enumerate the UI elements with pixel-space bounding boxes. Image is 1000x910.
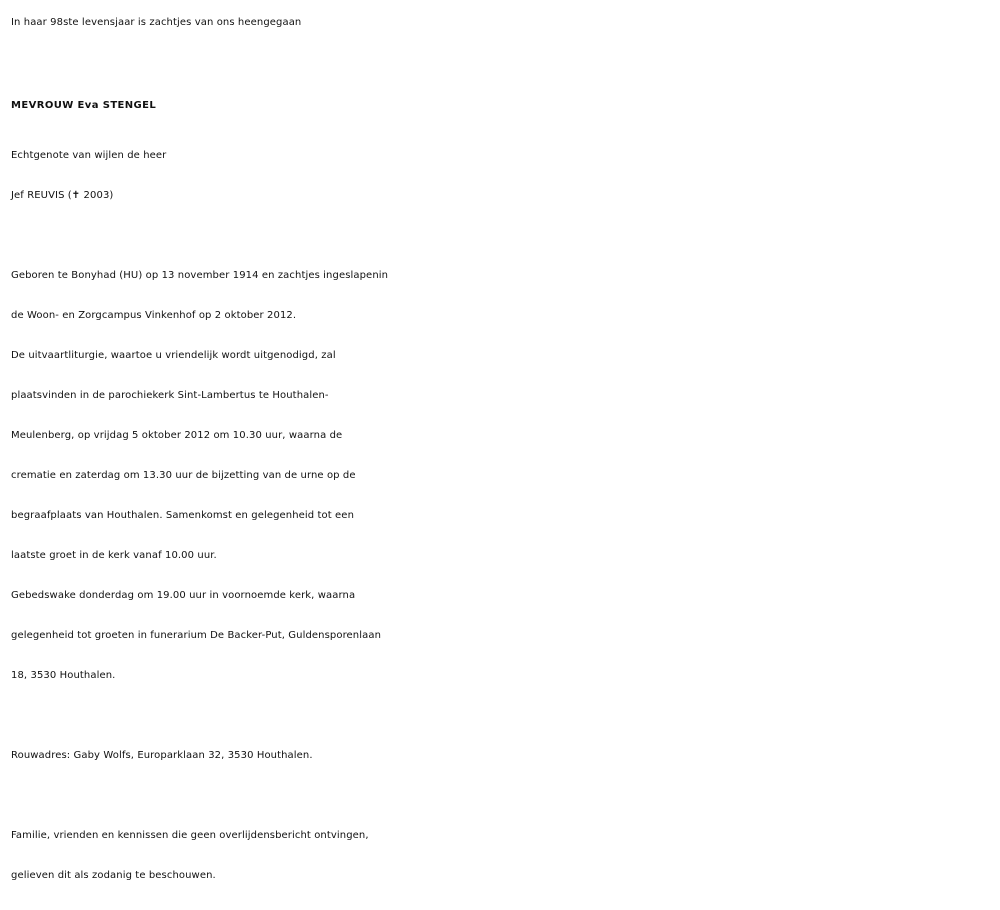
spouse-block (11, 136, 991, 216)
body-line: Geboren te Bonyhad (HU) op 13 november 1914 en zachtjes ingeslapenin (11, 270, 389, 281)
notice-body (11, 256, 991, 696)
spouse-line: Echtgenote van wijlen de heer (11, 150, 167, 161)
mourning-address: Rouwadres: Gaby Wolfs, Europarklaan 32, 3530 Houthalen. (11, 750, 313, 761)
body-line: Gebedswake donderdag om 19.00 uur in voornoemde kerk, waarna (11, 590, 356, 601)
body-line: de Woon- en Zorgcampus Vinkenhof op 2 oktober 2012. (11, 310, 297, 321)
closing-block (11, 816, 991, 896)
body-line: De uitvaartliturgie, waartoe u vriendelijk wordt uitgenodigd, zal (11, 350, 336, 361)
closing-line: gelieven dit als zodanig te beschouwen. (11, 870, 216, 881)
body-line: 18, 3530 Houthalen. (11, 670, 116, 681)
body-line: gelegenheid tot groeten in funerarium De Backer-Put, Guldensporenlaan (11, 630, 382, 641)
intro-text: In haar 98ste levensjaar is zachtjes van ons heengegaan (11, 17, 302, 28)
deceased-name: MEVROUW Eva STENGEL (11, 100, 157, 111)
spacer (11, 216, 991, 256)
body-line: Meulenberg, op vrijdag 5 oktober 2012 om 10.30 uur, waarna de (11, 430, 343, 441)
body-line: laatste groet in de kerk vanaf 10.00 uur. (11, 550, 217, 561)
body-line: begraafplaats van Houthalen. Samenkomst en gelegenheid tot een (11, 510, 355, 521)
spacer (11, 696, 991, 736)
body-line: crematie en zaterdag om 13.30 uur de bijzetting van de urne op de (11, 470, 356, 481)
spouse-name-line: Jef REUVIS (✝ 2003) (11, 190, 114, 201)
spacer (11, 776, 991, 816)
body-line: plaatsvinden in de parochiekerk Sint-Lambertus te Houthalen- (11, 390, 329, 401)
death-notice (11, 0, 991, 896)
closing-line: Familie, vrienden en kennissen die geen overlijdensbericht ontvingen, (11, 830, 369, 841)
